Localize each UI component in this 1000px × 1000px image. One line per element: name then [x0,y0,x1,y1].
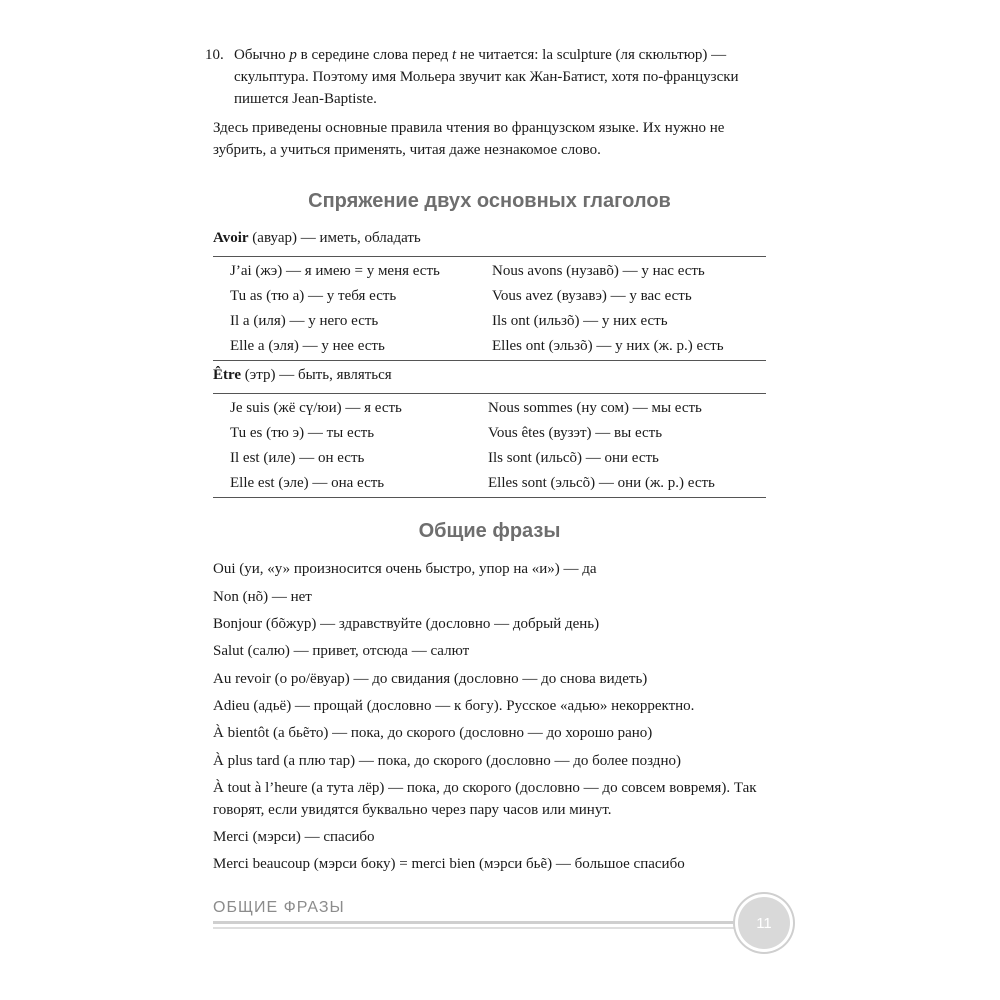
phrases-heading: Общие фразы [418,520,561,542]
page-number: 11 [756,914,772,932]
phrase-item: À plus tard (а плю тар) — пока, до скорого (дословно — до более поздно) [213,753,681,769]
verb-title-avoir: Avoir (авуар) — иметь, обладать [213,230,421,246]
etre-cell: Elle est (эле) — она есть [230,475,385,491]
etre-cell: Ils sont (ильсõ) — они есть [488,450,659,466]
table-rule [213,256,766,257]
numbered-item-10 [205,44,775,110]
avoir-cell: J’ai (жэ) — я имею = у меня есть [230,263,440,279]
rules-summary-paragraph: Здесь приведены основные правила чтения во французском языке. Их нужно не зубрить, а учиться применять, читая даже незнакомое слово. [213,120,725,158]
avoir-cell: Il a (иля) — у него есть [230,313,379,329]
phrase-item: À bientôt (а бьẽто) — пока, до скорого (дословно — до хорошо рано) [213,725,653,741]
verb-title-etre: Être (этр) — быть, являться [213,367,392,383]
avoir-cell: Elles ont (эльзõ) — у них (ж. р.) есть [492,338,724,354]
footer-rule [213,921,735,924]
etre-cell: Il est (иле) — он есть [230,450,365,466]
etre-cell: Je suis (жё сү/юи) — я есть [230,400,402,416]
phrase-item: Merci (мэрси) — спасибо [213,829,375,845]
footer-rule [213,927,735,929]
avoir-cell: Nous avons (нузавõ) — у нас есть [492,263,705,279]
avoir-cell: Tu as (тю а) — у тебя есть [230,288,397,304]
phrase-item: Adieu (адьё) — прощай (дословно — к богу). Русское «адью» некорректно. [213,698,695,714]
phrase-item: À tout à l’heure (а тута лёр) — пока, до скорого (дословно — до совсем вовремя). Так говорят, если увидятся буквально через пару часов или минут. [213,780,757,818]
phrase-item: Non (нõ) — нет [213,589,312,605]
phrase-item: Oui (уи, «у» произносится очень быстро, упор на «и») — да [213,561,597,577]
phrase-item: Salut (салю) — привет, отсюда — салют [213,643,470,659]
page-number-badge [738,897,790,949]
item-number: 10. [205,47,224,63]
etre-cell: Vous êtes (вузэт) — вы есть [488,425,663,441]
running-footer-section: ОБЩИЕ ФРАЗЫ [213,899,345,916]
item-text: Обычно p в середине слова перед t не читается: la sculpture (ля скюльтюр) — скульптура. Поэтому имя Мольера звучит как Жан-Батист, хотя по-французски пишется Jean-Baptiste. [234,47,739,107]
phrase-item: Au revoir (о ро/ёвуар) — до свидания (дословно — до снова видеть) [213,671,648,687]
table-rule [213,497,766,498]
phrase-item: Merci beaucoup (мэрси боку) = merci bien (мэрси бьẽ) — большое спасибо [213,856,685,872]
avoir-cell: Vous avez (вузавэ) — у вас есть [492,288,692,304]
table-rule [213,393,766,394]
etre-cell: Nous sommes (ну сом) — мы есть [488,400,702,416]
conjugation-heading: Спряжение двух основных глаголов [308,190,671,212]
avoir-cell: Ils ont (ильзõ) — у них есть [492,313,668,329]
etre-cell: Elles sont (эльсõ) — они (ж. р.) есть [488,475,715,491]
etre-cell: Tu es (тю э) — ты есть [230,425,375,441]
avoir-cell: Elle a (эля) — у нее есть [230,338,385,354]
phrase-item: Bonjour (бõжур) — здравствуйте (дословно — добрый день) [213,616,600,632]
table-rule [213,360,766,361]
